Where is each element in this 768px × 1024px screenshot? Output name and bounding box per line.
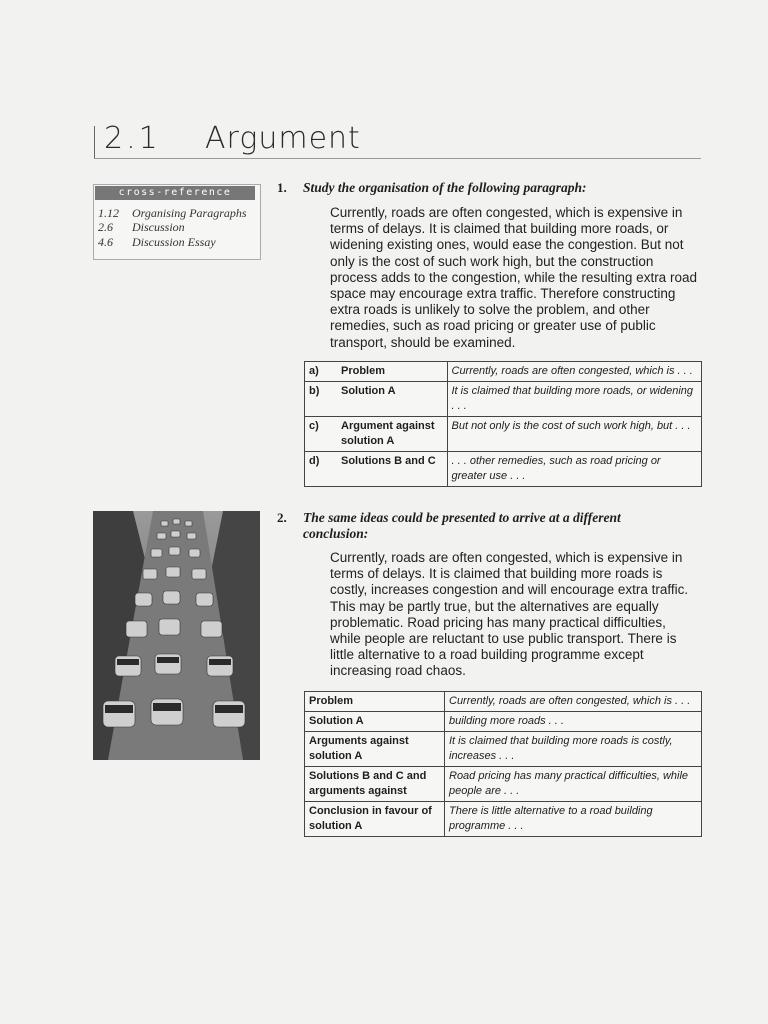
cross-reference-label: Organising Paragraphs [132, 206, 247, 220]
table-row [305, 417, 702, 452]
row-label: Problem [305, 692, 445, 712]
row-label: Solution A [305, 712, 445, 732]
row-description: building more roads . . . [445, 712, 702, 732]
row-label: Solutions B and C [337, 452, 447, 487]
table-row [305, 732, 702, 767]
row-description: It is claimed that building more roads, or widening . . . [447, 382, 702, 417]
question-1-number: 1. [277, 180, 287, 195]
question-1-paragraph: Currently, roads are often congested, which is expensive in terms of delays. It is claimed that building more roads, or widening existing ones, would ease the congestion. But not only is the cost of such work high, but the construction process adds to the congestion, while the resulting extra road space may encourage extra traffic. Therefore constructing extra roads is unlikely to solve the problem, and other remedies, such as road pricing or greater use of public transport, should be examined. [330, 205, 697, 350]
question-2-instruction: The same ideas could be presented to arrive at a different conclusion: [303, 510, 621, 541]
table-row [305, 767, 702, 802]
row-description: Road pricing has many practical difficulties, while people are . . . [445, 767, 702, 802]
row-label: Conclusion in favour of solution A [305, 802, 445, 837]
row-description: It is claimed that building more roads is costly, increases . . . [445, 732, 702, 767]
cross-reference-label: Discussion Essay [132, 235, 216, 249]
table-row [305, 362, 702, 382]
question-1-instruction: Study the organisation of the following paragraph: [303, 180, 587, 195]
row-key: b) [305, 382, 338, 417]
row-key: d) [305, 452, 338, 487]
row-label: Problem [337, 362, 447, 382]
question-2-paragraph: Currently, roads are often congested, which is expensive in terms of delays. It is claimed that building more roads is costly, increases congestion and will encourage extra traffic. This may be partly true, but the alternatives are equally problematic. Road pricing has many practical difficulties, while people are reluctant to use public transport. There is little alternative to a road building programme except increasing road chaos. [330, 550, 689, 679]
row-description: There is little alternative to a road building programme . . . [445, 802, 702, 837]
row-label: Solutions B and C and arguments against [305, 767, 445, 802]
section-title: Argument [205, 121, 361, 156]
table-row [305, 382, 702, 417]
row-label: Solution A [337, 382, 447, 417]
cross-reference-number: 1.12 [98, 206, 119, 220]
table-row [305, 712, 702, 732]
table-row [305, 692, 702, 712]
cross-reference-item[interactable] [98, 220, 185, 235]
header-rule-horizontal [94, 158, 701, 159]
row-key: c) [305, 417, 338, 452]
row-description: Currently, roads are often congested, which is . . . [445, 692, 702, 712]
row-description: But not only is the cost of such work high, but . . . [447, 417, 702, 452]
question-2-number: 2. [277, 510, 287, 525]
row-description: Currently, roads are often congested, which is . . . [447, 362, 702, 382]
cross-reference-item[interactable] [98, 235, 216, 250]
cross-reference-label: Discussion [132, 220, 185, 234]
traffic-jam-illustration [93, 511, 260, 760]
row-label: Argument against solution A [337, 417, 447, 452]
table-row [305, 802, 702, 837]
question-2-table [304, 691, 702, 837]
cross-reference-title: cross-reference [95, 186, 255, 200]
cross-reference-number: 2.6 [98, 220, 113, 234]
row-label: Arguments against solution A [305, 732, 445, 767]
section-number: 2.1 [104, 121, 161, 156]
cross-reference-item[interactable] [98, 206, 247, 221]
header-rule-vertical [94, 126, 95, 158]
traffic-jam-photo [93, 511, 260, 760]
question-1-table [304, 361, 702, 487]
cross-reference-number: 4.6 [98, 235, 113, 249]
table-row [305, 452, 702, 487]
row-key: a) [305, 362, 338, 382]
row-description: . . . other remedies, such as road pricing or greater use . . . [447, 452, 702, 487]
